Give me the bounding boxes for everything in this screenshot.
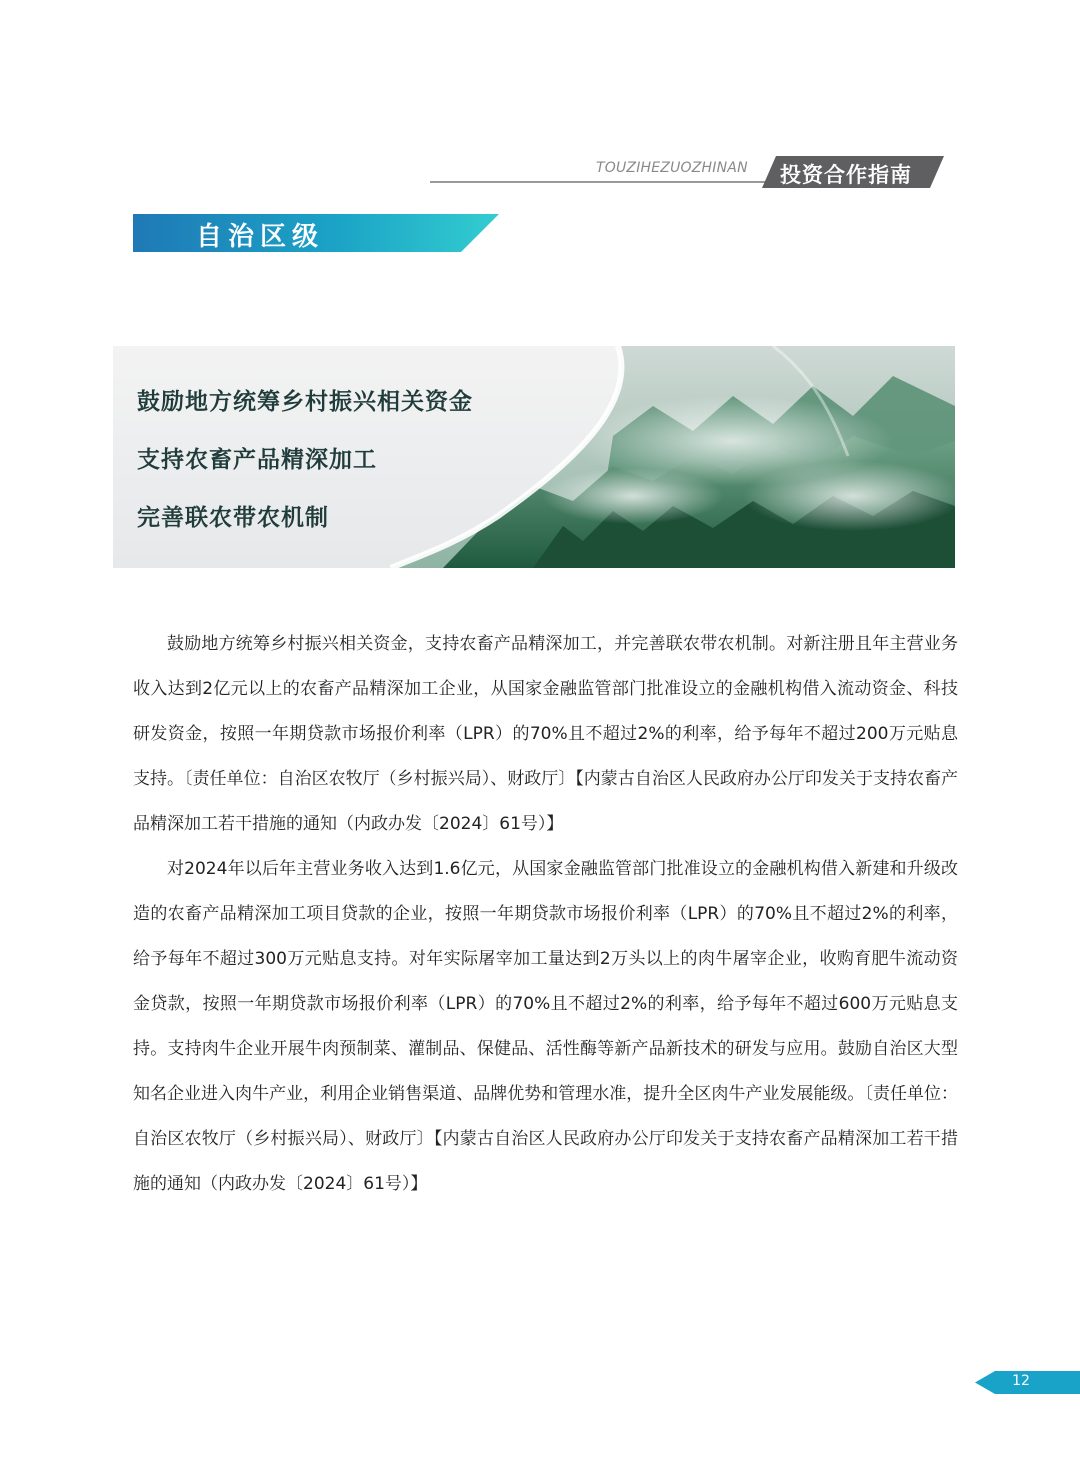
hero-line-3: 完善联农带农机制 [137, 504, 329, 531]
paragraph-1: 鼓励地方统筹乡村振兴相关资金，支持农畜产品精深加工，并完善联农带农机制。对新注册且年主营业务收入达到2亿元以上的农畜产品精深加工企业，从国家金融监管部门批准设立的金融机构借入流动资金、科技研发资金，按照一年期贷款市场报价利率（LPR）的70%且不超过2%的利率，给予每年不超过200万元贴息支持。〔责任单位：自治区农牧厅（乡村振兴局）、财政厅〕【内蒙古自治区人民政府办公厅印发关于支持农畜产品精深加工若干措施的通知（内政办发〔2024〕61号）】 [133, 634, 958, 834]
paragraph-2: 对2024年以后年主营业务收入达到1.6亿元，从国家金融监管部门批准设立的金融机构借入新建和升级改造的农畜产品精深加工项目贷款的企业，按照一年期贷款市场报价利率（LPR）的70%且不超过2%的利率，给予每年不超过300万元贴息支持。对年实际屠宰加工量达到2万头以上的肉牛屠宰企业，收购育肥牛流动资金贷款，按照一年期贷款市场报价利率（LPR）的70%且不超过2%的利率，给予每年不超过600万元贴息支持。支持肉牛企业开展牛肉预制菜、灌制品、保健品、活性酶等新产品新技术的研发与应用。鼓励自治区大型知名企业进入肉牛产业，利用企业销售渠道、品牌优势和管理水准，提升全区肉牛产业发展能级。〔责任单位：自治区农牧厅（乡村振兴局）、财政厅〕【内蒙古自治区人民政府办公厅印发关于支持农畜产品精深加工若干措施的通知（内政办发〔2024〕61号）】 [133, 859, 958, 1194]
section-title: 自治区级 [196, 222, 325, 252]
hero-line-2: 支持农畜产品精深加工 [137, 446, 377, 473]
header-rule [430, 181, 770, 183]
hero-banner [113, 346, 955, 568]
page-number: 12 [1012, 1373, 1030, 1389]
hero-line-1: 鼓励地方统筹乡村振兴相关资金 [137, 388, 473, 415]
body-text [133, 622, 958, 1207]
header-title: 投资合作指南 [780, 162, 912, 187]
header-pinyin: TOUZIHEZUOZHINAN [596, 160, 748, 176]
